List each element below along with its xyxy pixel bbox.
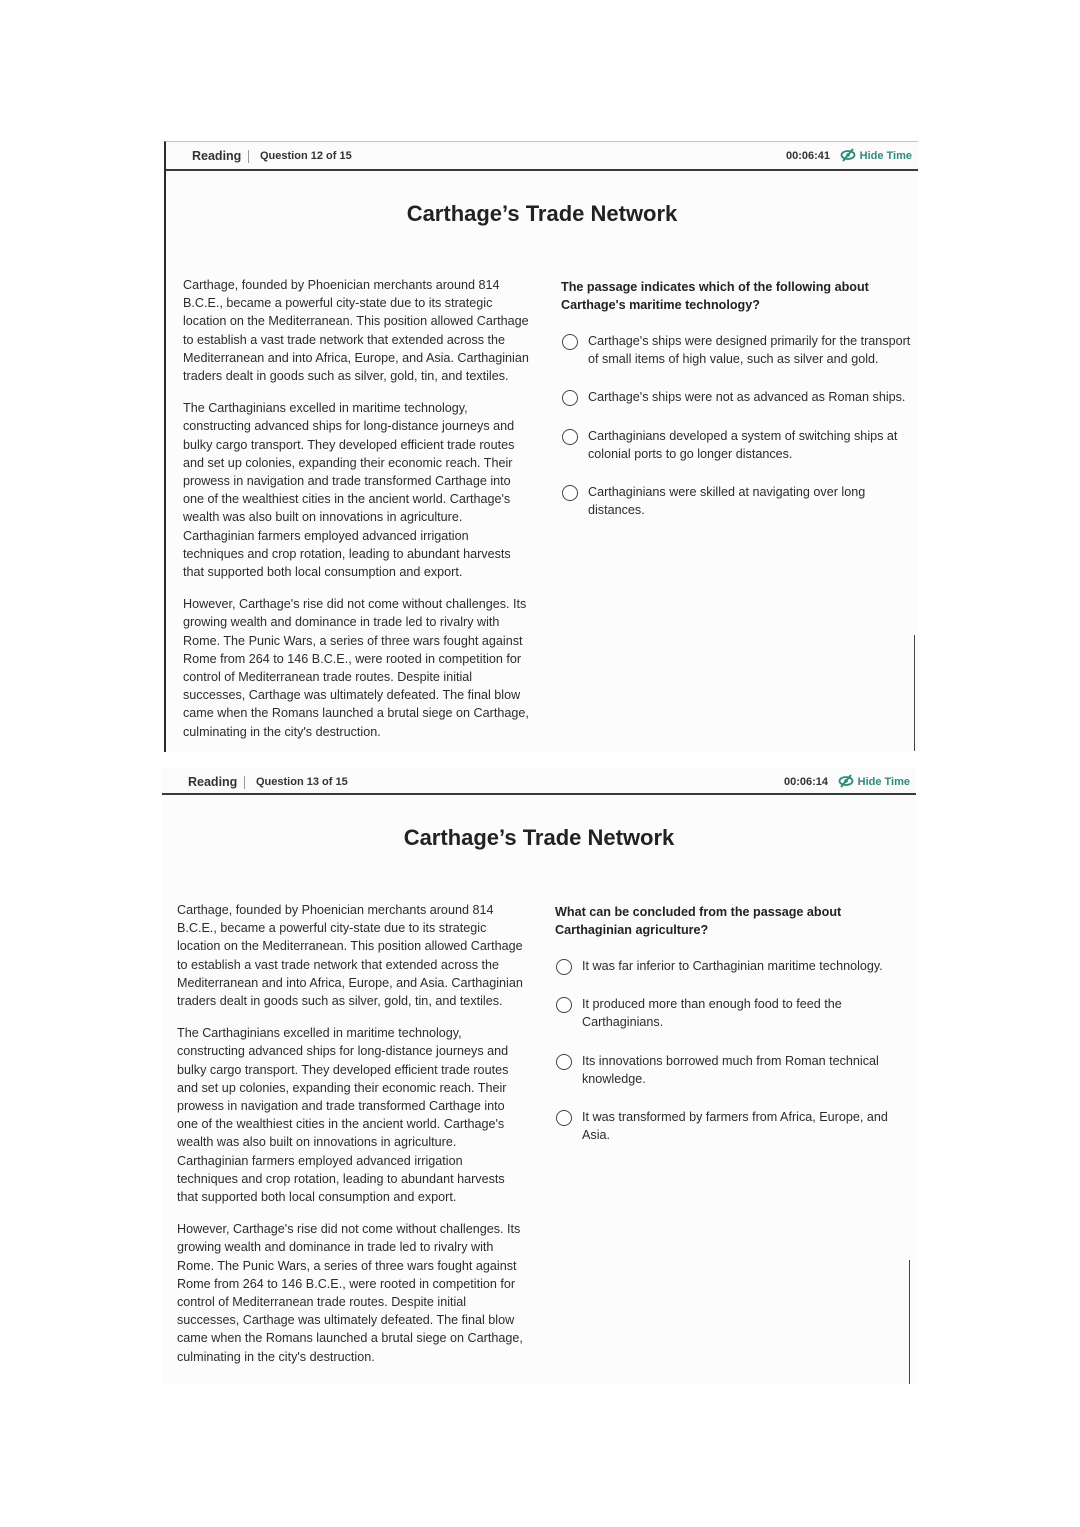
answer-option-text: Carthaginians developed a system of switching ships at colonial ports to go longer distances. [588, 428, 898, 461]
answer-option-text: Its innovations borrowed much from Roman technical knowledge. [582, 1053, 879, 1086]
passage-paragraph-1: Carthage, founded by Phoenician merchants around 814 B.C.E., became a powerful city-state due to its strategic location on the Mediterranean. This position allowed Carthage to establish a vast trade network that extended across the Mediterranean and into Africa, Europe, and Asia. Carthaginian traders dealt in goods such as silver, gold, tin, and textiles. [183, 278, 529, 384]
timer: 00:06:14 [783, 776, 828, 788]
test-header [166, 142, 918, 171]
answer-option-text: Carthaginians were skilled at navigating over long distances. [588, 485, 866, 518]
answer-option-a[interactable] [561, 332, 911, 368]
radio-button[interactable] [562, 390, 578, 406]
passage-paragraph-3: However, Carthage's rise did not come without challenges. Its growing wealth and dominance in trade led to rivalry with Rome. The Punic Wars, a series of three wars fought against Rome from 264 to 146 B.C.E., were rooted in competition for control of Mediterranean trade routes. Despite initial successes, Carthage was ultimately defeated. The final blow came when the Romans launched a brutal siege on Carthage, culminating in the city's destruction. [183, 597, 529, 739]
hide-time-button[interactable]: Hide Time [859, 150, 912, 162]
reading-passage [183, 276, 533, 755]
answer-option-c[interactable] [555, 1052, 905, 1088]
answer-option-text: Carthage's ships were not as advanced as Roman ships. [588, 390, 906, 405]
answer-option-d[interactable] [555, 1108, 905, 1144]
question-prompt: The passage indicates which of the following about Carthage's maritime technology? [561, 280, 869, 313]
hide-time-button[interactable]: Hide Time [857, 776, 910, 788]
answer-option-text: It produced more than enough food to feed the Carthaginians. [582, 997, 842, 1030]
passage-paragraph-2: The Carthaginians excelled in maritime technology, constructing advanced ships for long-distance journeys and bulky cargo transport. They developed efficient trade routes and set up colonies, expanding their economic reach. Their prowess in navigation and trade transformed Carthage into one of the wealthiest cities in the ancient world. Carthage's wealth was also built on innovations in agriculture. Carthaginian farmers employed advanced irrigation techniques and crop rotation, leading to abundant harvests that supported both local consumption and export. [177, 1026, 509, 1205]
radio-button[interactable] [562, 334, 578, 350]
question-counter: Question 12 of 15 [260, 150, 352, 162]
answer-option-a[interactable] [555, 957, 905, 975]
radio-button[interactable] [562, 429, 578, 445]
answer-option-b[interactable] [561, 388, 911, 406]
answer-option-text: It was transformed by farmers from Africa, Europe, and Asia. [582, 1110, 888, 1143]
answer-option-d[interactable] [561, 483, 911, 519]
scrollbar[interactable] [914, 635, 915, 751]
answer-option-c[interactable] [561, 427, 911, 463]
radio-button[interactable] [556, 997, 572, 1013]
test-screen-question-13 [162, 768, 916, 1384]
answer-option-text: It was far inferior to Carthaginian maritime technology. [582, 959, 883, 973]
section-label: Reading [192, 149, 242, 163]
radio-button[interactable] [562, 485, 578, 501]
header-divider [244, 776, 245, 789]
section-label: Reading [188, 775, 238, 789]
timer: 00:06:41 [785, 150, 830, 162]
answer-option-b[interactable] [555, 995, 905, 1031]
question-counter: Question 13 of 15 [256, 776, 348, 788]
eye-slash-icon[interactable] [840, 148, 856, 162]
radio-button[interactable] [556, 1054, 572, 1070]
answer-options [555, 957, 905, 1164]
test-screen-question-12 [164, 141, 918, 752]
test-header [162, 768, 916, 795]
radio-button[interactable] [556, 1110, 572, 1126]
scrollbar[interactable] [909, 1260, 910, 1384]
answer-options [561, 332, 911, 539]
header-divider [248, 150, 249, 163]
passage-paragraph-2: The Carthaginians excelled in maritime technology, constructing advanced ships for long-distance journeys and bulky cargo transport. They developed efficient trade routes and set up colonies, expanding their economic reach. Their prowess in navigation and trade transformed Carthage into one of the wealthiest cities in the ancient world. Carthage's wealth was also built on innovations in agriculture. Carthaginian farmers employed advanced irrigation techniques and crop rotation, leading to abundant harvests that supported both local consumption and export. [183, 401, 515, 580]
question-prompt: What can be concluded from the passage about Carthaginian agriculture? [555, 905, 842, 938]
passage-title: Carthage’s Trade Network [403, 825, 675, 850]
eye-slash-icon[interactable] [838, 774, 854, 788]
passage-paragraph-1: Carthage, founded by Phoenician merchants around 814 B.C.E., became a powerful city-state due to its strategic location on the Mediterranean. This position allowed Carthage to establish a vast trade network that extended across the Mediterranean and into Africa, Europe, and Asia. Carthaginian traders dealt in goods such as silver, gold, tin, and textiles. [177, 903, 523, 1009]
reading-passage [177, 901, 527, 1380]
radio-button[interactable] [556, 959, 572, 975]
answer-option-text: Carthage's ships were designed primarily for the transport of small items of high value, such as silver and gold. [588, 334, 911, 367]
passage-title: Carthage’s Trade Network [406, 201, 678, 226]
passage-paragraph-3: However, Carthage's rise did not come without challenges. Its growing wealth and dominance in trade led to rivalry with Rome. The Punic Wars, a series of three wars fought against Rome from 264 to 146 B.C.E., were rooted in competition for control of Mediterranean trade routes. Despite initial successes, Carthage was ultimately defeated. The final blow came when the Romans launched a brutal siege on Carthage, culminating in the city's destruction. [177, 1222, 523, 1364]
